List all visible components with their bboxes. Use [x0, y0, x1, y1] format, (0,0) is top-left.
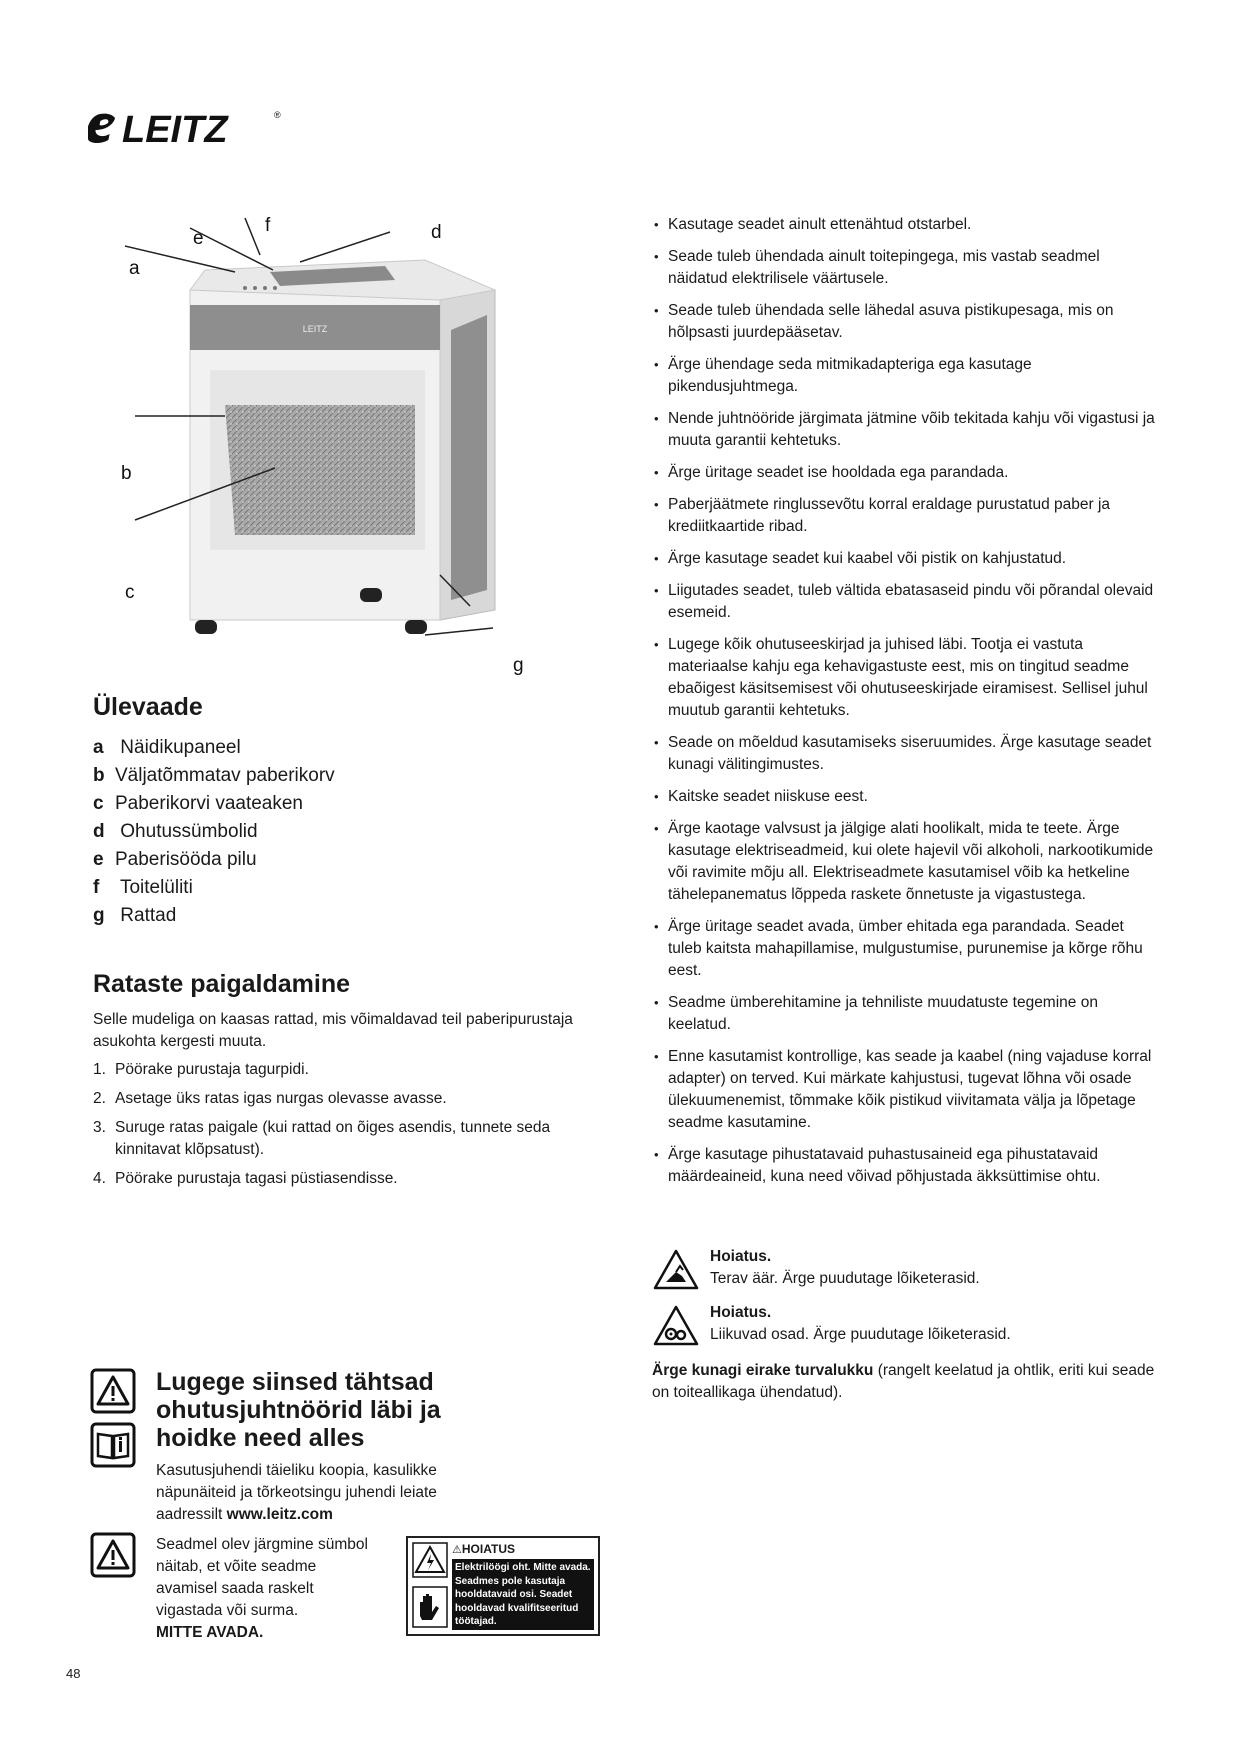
step-item: 1. Pöörake purustaja tagurpidi. — [93, 1061, 309, 1078]
list-item: c Paberikorvi vaateaken — [93, 793, 303, 814]
electric-shock-icon — [412, 1542, 448, 1578]
bullet-item: • Ärge kaotage valvsust ja jälgige alati hoolikalt, mida te teete. Ärge kasutage elektriseadmeid, kui olete hajevil või alkoholi, narkootikumide või ravimite mõju all. Elektriseadmete kasutamisel võib ka hetkeline tähelepanematus lõppeda raskete õnnetuste ja vigastustega. — [652, 818, 1157, 906]
list-item: b Väljatõmmatav paberikorv — [93, 765, 335, 786]
warning-text: Terav äär. Ärge puudutage lõiketerasid. — [710, 1270, 980, 1287]
safety-section — [90, 1368, 610, 1648]
list-item: d Ohutussümbolid — [93, 821, 258, 842]
label-body: Elektrilöögi oht. Mitte avada. Seadmes pole kasutaja hooldatavaid osi. Seadet hooldavad kvalifitseeritud töötajad. — [452, 1559, 594, 1630]
no-open-hand-icon — [412, 1586, 448, 1628]
device-label: LEITZ — [302, 324, 328, 334]
bullet-item: • Enne kasutamist kontrollige, kas seade ja kaabel (ning vajaduse korral adapter) on terved. Kui märkate kahjustusi, tugevat lõhna või osade ülekuumenemist, tõmmake kõik pistikud viivitamata välja ja lõpetage seadme kasutamine. — [652, 1046, 1157, 1134]
step-item: 4. Pöörake purustaja tagasi püstiasendisse. — [93, 1170, 398, 1187]
svg-text:®: ® — [274, 110, 281, 120]
sharp-edge-warning-icon — [652, 1248, 700, 1292]
page-number: 48 — [66, 1666, 81, 1681]
callout-f: f — [265, 215, 271, 236]
bullet-item: • Ärge üritage seadet ise hooldada ega parandada. — [652, 462, 1157, 484]
leitz-url[interactable]: www.leitz.com — [226, 1506, 333, 1523]
bullet-item: • Seade on mõeldud kasutamiseks siseruumides. Ärge kasutage seadet kunagi välitingimustes. — [652, 732, 1157, 776]
list-item: e Paberisööda pilu — [93, 849, 257, 870]
safety-bullets — [652, 214, 1157, 1198]
warning-item — [652, 1302, 1157, 1356]
manual-info-icon — [90, 1422, 136, 1468]
list-item: f Toitelüliti — [93, 877, 193, 898]
bullet-item: • Ärge ühendage seda mitmikadapteriga ega kasutage pikendusjuhtmega. — [652, 354, 1157, 398]
bullet-item: • Ärge kasutage pihustatavaid puhastusaineid ega pihustatavaid määrdeaineid, kuna need võivad põhjustada äkksüttimise ohtu. — [652, 1144, 1157, 1188]
bullet-item: • Paberjäätmete ringlussevõtu korral eraldage purustatud paber ja krediitkaartide ribad. — [652, 494, 1157, 538]
shredder-illustration — [95, 210, 545, 690]
callout-b: b — [121, 463, 132, 484]
brand-text: LEITZ — [122, 109, 228, 151]
wheels-intro: Selle mudeliga on kaasas rattad, mis võimaldavad teil paberipurustaja asukohta kergesti muuta. — [93, 1011, 573, 1050]
moving-parts-warning-icon — [652, 1304, 700, 1348]
leitz-logo — [88, 104, 288, 152]
bullet-item: • Liigutades seadet, tuleb vältida ebatasaseid pindu või põrandal olevaid esemeid. — [652, 580, 1157, 624]
step-item: 2. Asetage üks ratas igas nurgas olevasse avasse. — [93, 1090, 447, 1107]
label-heading: ⚠HOIATUS — [452, 1542, 515, 1556]
safety-heading: Lugege siinsed tähtsad ohutusjuhtnöörid läbi ja hoidke need alles — [156, 1368, 441, 1452]
safety-lock-note: Ärge kunagi eirake turvalukku (rangelt keelatud ja ohtlik, eriti kui seade on toiteallikaga ühendatud). — [652, 1362, 1155, 1401]
bullet-item: • Seade tuleb ühendada selle lähedal asuva pistikupesaga, mis on hõlpsasti juurdepääsetav. — [652, 300, 1157, 344]
overview-title: Ülevaade — [93, 693, 203, 721]
callout-a: a — [129, 258, 140, 279]
warning-text: Liikuvad osad. Ärge puudutage lõiketerasid. — [710, 1326, 1011, 1343]
warning-triangle-icon — [90, 1368, 136, 1414]
bullet-item: • Kaitske seadet niiskuse eest. — [652, 786, 1157, 808]
bullet-item: • Seade tuleb ühendada ainult toitepingega, mis vastab seadmel näidatud elektrilisele väärtusele. — [652, 246, 1157, 290]
callout-d: d — [431, 222, 442, 243]
wheels-title: Rataste paigaldamine — [93, 970, 351, 998]
warning-title: Hoiatus. — [710, 1248, 772, 1265]
bullet-item: • Nende juhtnööride järgimata jätmine võib tekitada kahju või vigastusi ja muuta garantii kehtetuks. — [652, 408, 1157, 452]
hoiatus-label — [406, 1536, 600, 1636]
callout-c: c — [125, 582, 135, 603]
bullet-item: • Kasutage seadet ainult ettenähtud otstarbel. — [652, 214, 1157, 236]
bullet-item: • Seadme ümberehitamine ja tehniliste muudatuste tegemine on keelatud. — [652, 992, 1157, 1036]
callout-g: g — [513, 655, 524, 676]
safety-body: Kasutusjuhendi täieliku koopia, kasulikke näpunäiteid ja tõrkeotsingu juhendi leiate aadressilt www.leitz.com — [156, 1462, 437, 1523]
bullet-item: • Lugege kõik ohutuseeskirjad ja juhised läbi. Tootja ei vastuta materiaalse kahju ega kehavigastuste eest, mis on tingitud seadme ebaõigest käsitsemisest või ohutuseeskirjade eiramisest. Sellisel juhul muutub garantii kehtetuks. — [652, 634, 1157, 722]
step-item: 3. Suruge ratas paigale (kui rattad on õiges asendis, tunnete seda kinnitavat klõpsatust). — [93, 1119, 551, 1158]
wheels-steps — [93, 1059, 613, 1190]
warning-triangle-icon — [90, 1532, 136, 1578]
warning-title: Hoiatus. — [710, 1304, 772, 1321]
open-warning-text: Seadmel olev järgmine sümbol näitab, et võite seadme avamisel saada raskelt vigastada või surma. MITTE AVADA. — [156, 1536, 368, 1641]
warnings — [652, 1246, 1157, 1358]
warning-item — [652, 1246, 1157, 1300]
list-item: g Rattad — [93, 905, 177, 926]
overview-section — [93, 693, 513, 930]
wheels-section — [93, 970, 613, 1197]
list-item: a Näidikupaneel — [93, 737, 241, 758]
bullet-item: • Ärge üritage seadet avada, ümber ehitada ega parandada. Seadet tuleb kaitsta mahapillamise, mulgustumise, purunemise ja kõrge rõhu eest. — [652, 916, 1157, 982]
bullet-item: • Ärge kasutage seadet kui kaabel või pistik on kahjustatud. — [652, 548, 1157, 570]
callout-e: e — [193, 228, 204, 249]
